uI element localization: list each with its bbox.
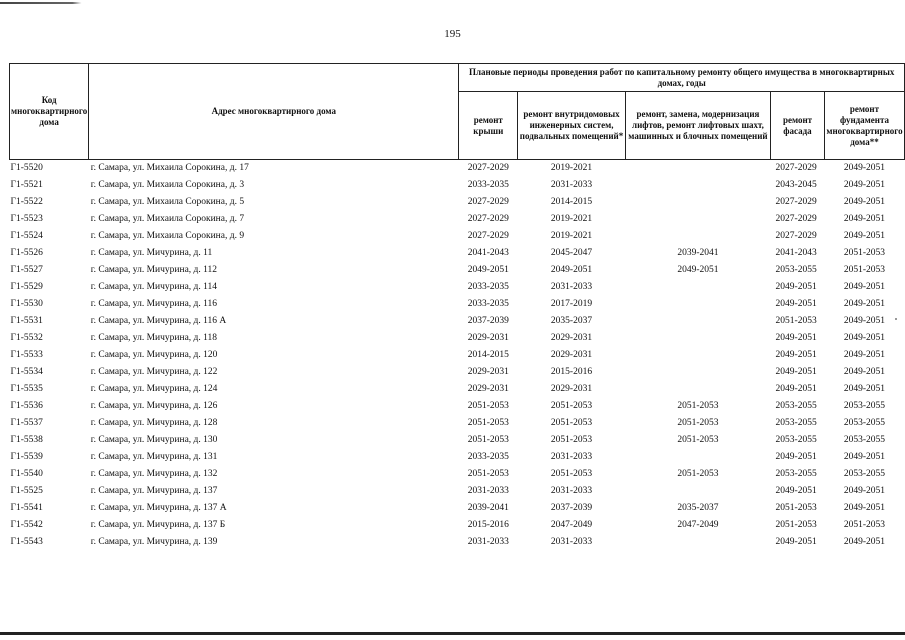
table-row xyxy=(10,194,905,211)
cell-foundation: 2051-2053 xyxy=(843,520,886,530)
cell-systems: 2049-2051 xyxy=(550,265,593,275)
cell-foundation: 2049-2051 xyxy=(843,299,886,309)
cell-lifts xyxy=(625,194,770,211)
cell-systems: 2019-2021 xyxy=(550,163,593,173)
table-row xyxy=(10,483,905,500)
header-lifts: ремонт, замена, модернизация лифтов, ремонт лифтовых шахт, машинных и блочных помещений xyxy=(625,92,770,160)
table-row xyxy=(10,347,905,364)
cell-foundation: 2049-2051 xyxy=(843,486,886,496)
cell-code: Г1-5539 xyxy=(10,452,43,462)
cell-systems: 2031-2033 xyxy=(550,282,593,292)
cell-address: г. Самара, ул. Мичурина, д. 118 xyxy=(90,333,218,343)
cell-address: г. Самара, ул. Мичурина, д. 11 xyxy=(90,248,213,258)
cell-facade: 2049-2051 xyxy=(775,486,817,496)
cell-facade: 2049-2051 xyxy=(775,384,817,394)
cell-address: г. Самара, ул. Мичурина, д. 122 xyxy=(90,367,218,377)
cell-foundation: 2049-2051 xyxy=(843,197,886,207)
cell-facade: 2049-2051 xyxy=(775,367,817,377)
cell-address: г. Самара, ул. Мичурина, д. 130 xyxy=(90,435,218,445)
cell-systems: 2017-2019 xyxy=(550,299,593,309)
cell-foundation: 2049-2051 xyxy=(843,367,886,377)
cell-systems: 2051-2053 xyxy=(550,418,593,428)
cell-foundation: 2049-2051 xyxy=(843,384,886,394)
cell-foundation: 2049-2051 xyxy=(843,333,886,343)
cell-address: г. Самара, ул. Михаила Сорокина, д. 3 xyxy=(90,180,245,190)
cell-code: Г1-5530 xyxy=(10,299,43,309)
cell-address: г. Самара, ул. Мичурина, д. 126 xyxy=(90,401,218,411)
cell-facade: 2049-2051 xyxy=(775,537,817,547)
cell-address: г. Самара, ул. Мичурина, д. 114 xyxy=(90,282,218,292)
cell-code: Г1-5527 xyxy=(10,265,43,275)
cell-systems: 2037-2039 xyxy=(550,503,593,513)
cell-code: Г1-5536 xyxy=(10,401,43,411)
header-foundation: ремонт фундамента многоквартирного дома** xyxy=(824,92,904,160)
cell-address: г. Самара, ул. Мичурина, д. 120 xyxy=(90,350,218,360)
cell-roof: 2039-2041 xyxy=(467,503,509,513)
cell-roof: 2027-2029 xyxy=(467,214,509,224)
cell-roof: 2037-2039 xyxy=(467,316,509,326)
table-row xyxy=(10,279,905,296)
header-address: Адрес многоквартирного дома xyxy=(89,64,459,160)
table-row xyxy=(10,466,905,483)
table-row xyxy=(10,313,905,330)
cell-systems: 2015-2016 xyxy=(550,367,593,377)
cell-address: г. Самара, ул. Мичурина, д. 137 xyxy=(90,486,218,496)
cell-roof: 2014-2015 xyxy=(467,350,509,360)
cell-address: г. Самара, ул. Мичурина, д. 124 xyxy=(90,384,218,394)
cell-foundation: 2049-2051 xyxy=(843,503,886,513)
cell-roof: 2049-2051 xyxy=(467,265,509,275)
cell-lifts xyxy=(625,296,770,313)
cell-systems: 2051-2053 xyxy=(550,401,593,411)
repair-schedule-table xyxy=(9,63,905,551)
cell-roof: 2051-2053 xyxy=(467,418,509,428)
cell-address: г. Самара, ул. Михаила Сорокина, д. 5 xyxy=(90,197,245,207)
cell-systems: 2029-2031 xyxy=(550,333,593,343)
cell-foundation: 2049-2051 xyxy=(843,537,886,547)
cell-facade: 2053-2055 xyxy=(775,435,817,445)
cell-code: Г1-5533 xyxy=(10,350,43,360)
cell-systems: 2029-2031 xyxy=(550,384,593,394)
cell-foundation: 2049-2051 xyxy=(843,452,886,462)
cell-systems: 2051-2053 xyxy=(550,435,593,445)
cell-facade: 2051-2053 xyxy=(775,503,817,513)
cell-roof: 2033-2035 xyxy=(467,452,509,462)
cell-systems: 2014-2015 xyxy=(550,197,593,207)
cell-lifts: 2051-2053 xyxy=(677,469,719,479)
cell-facade: 2027-2029 xyxy=(775,214,817,224)
cell-facade: 2049-2051 xyxy=(775,282,817,292)
cell-code: Г1-5543 xyxy=(10,537,43,547)
cell-lifts xyxy=(625,381,770,398)
cell-code: Г1-5531 xyxy=(10,316,43,326)
cell-address: г. Самара, ул. Мичурина, д. 128 xyxy=(90,418,218,428)
cell-foundation: 2053-2055 xyxy=(843,469,886,479)
cell-lifts: 2051-2053 xyxy=(677,401,719,411)
cell-roof: 2029-2031 xyxy=(467,384,509,394)
cell-foundation: 2053-2055 xyxy=(843,435,886,445)
cell-roof: 2031-2033 xyxy=(467,486,509,496)
cell-code: Г1-5520 xyxy=(10,163,43,173)
cell-systems: 2019-2021 xyxy=(550,214,593,224)
cell-roof: 2029-2031 xyxy=(467,333,509,343)
table-row xyxy=(10,500,905,517)
cell-address: г. Самара, ул. Мичурина, д. 137 Б xyxy=(90,520,226,530)
scan-speck xyxy=(895,318,897,320)
cell-lifts: 2051-2053 xyxy=(677,435,719,445)
cell-lifts xyxy=(625,177,770,194)
cell-address: г. Самара, ул. Михаила Сорокина, д. 7 xyxy=(90,214,245,224)
cell-facade: 2027-2029 xyxy=(775,197,817,207)
cell-systems: 2019-2021 xyxy=(550,231,593,241)
header-facade: ремонт фасада xyxy=(771,92,825,160)
cell-systems: 2031-2033 xyxy=(550,180,593,190)
table-row xyxy=(10,245,905,262)
cell-facade: 2049-2051 xyxy=(775,333,817,343)
cell-code: Г1-5534 xyxy=(10,367,43,377)
cell-roof: 2031-2033 xyxy=(467,537,509,547)
cell-code: Г1-5538 xyxy=(10,435,43,445)
cell-foundation: 2049-2051 xyxy=(843,350,886,360)
cell-facade: 2051-2053 xyxy=(775,316,817,326)
cell-systems: 2031-2033 xyxy=(550,486,593,496)
cell-code: Г1-5522 xyxy=(10,197,43,207)
cell-code: Г1-5535 xyxy=(10,384,43,394)
cell-roof: 2027-2029 xyxy=(467,163,509,173)
table-row xyxy=(10,364,905,381)
cell-lifts xyxy=(625,364,770,381)
cell-code: Г1-5542 xyxy=(10,520,43,530)
cell-lifts xyxy=(625,160,770,178)
cell-address: г. Самара, ул. Мичурина, д. 139 xyxy=(90,537,218,547)
cell-address: г. Самара, ул. Мичурина, д. 112 xyxy=(90,265,218,275)
cell-systems: 2045-2047 xyxy=(550,248,593,258)
cell-lifts xyxy=(625,483,770,500)
cell-address: г. Самара, ул. Михаила Сорокина, д. 17 xyxy=(90,163,249,173)
cell-code: Г1-5526 xyxy=(10,248,43,258)
table-row xyxy=(10,517,905,534)
cell-lifts: 2049-2051 xyxy=(677,265,719,275)
cell-code: Г1-5525 xyxy=(10,486,43,496)
cell-lifts xyxy=(625,279,770,296)
bottom-rule xyxy=(0,632,905,635)
table-row xyxy=(10,381,905,398)
cell-systems: 2031-2033 xyxy=(550,537,593,547)
header-roof: ремонт крыши xyxy=(459,92,518,160)
cell-lifts xyxy=(625,313,770,330)
cell-address: г. Самара, ул. Мичурина, д. 132 xyxy=(90,469,218,479)
cell-lifts xyxy=(625,211,770,228)
cell-address: г. Самара, ул. Мичурина, д. 137 А xyxy=(90,503,227,513)
cell-facade: 2053-2055 xyxy=(775,469,817,479)
cell-facade: 2027-2029 xyxy=(775,231,817,241)
table-row xyxy=(10,296,905,313)
cell-lifts xyxy=(625,330,770,347)
cell-roof: 2051-2053 xyxy=(467,469,509,479)
table-row xyxy=(10,177,905,194)
cell-address: г. Самара, ул. Мичурина, д. 116 xyxy=(90,299,218,309)
cell-foundation: 2049-2051 xyxy=(843,180,886,190)
cell-roof: 2041-2043 xyxy=(467,248,509,258)
cell-facade: 2049-2051 xyxy=(775,350,817,360)
table-row xyxy=(10,160,905,178)
cell-foundation: 2049-2051 xyxy=(843,282,886,292)
cell-lifts: 2051-2053 xyxy=(677,418,719,428)
cell-foundation: 2049-2051 xyxy=(843,214,886,224)
cell-systems: 2035-2037 xyxy=(550,316,593,326)
table-row xyxy=(10,262,905,279)
cell-foundation: 2049-2051 xyxy=(843,163,886,173)
cell-foundation: 2053-2055 xyxy=(843,401,886,411)
cell-lifts: 2039-2041 xyxy=(677,248,719,258)
cell-roof: 2033-2035 xyxy=(467,180,509,190)
cell-code: Г1-5529 xyxy=(10,282,43,292)
cell-address: г. Самара, ул. Мичурина, д. 116 А xyxy=(90,316,227,326)
cell-code: Г1-5524 xyxy=(10,231,43,241)
table-row xyxy=(10,330,905,347)
cell-code: Г1-5541 xyxy=(10,503,43,513)
cell-facade: 2041-2043 xyxy=(775,248,817,258)
table-row xyxy=(10,228,905,245)
cell-facade: 2053-2055 xyxy=(775,265,817,275)
cell-code: Г1-5532 xyxy=(10,333,43,343)
cell-address: г. Самара, ул. Мичурина, д. 131 xyxy=(90,452,218,462)
cell-foundation: 2051-2053 xyxy=(843,265,886,275)
header-group: Плановые периоды проведения работ по капитальному ремонту общего имущества в многоквартирных домах, годы xyxy=(459,64,905,92)
cell-foundation: 2051-2053 xyxy=(843,248,886,258)
cell-systems: 2031-2033 xyxy=(550,452,593,462)
cell-code: Г1-5537 xyxy=(10,418,43,428)
cell-systems: 2029-2031 xyxy=(550,350,593,360)
cell-code: Г1-5540 xyxy=(10,469,43,479)
cell-facade: 2043-2045 xyxy=(775,180,817,190)
cell-roof: 2051-2053 xyxy=(467,401,509,411)
cell-systems: 2047-2049 xyxy=(550,520,593,530)
header-systems: ремонт внутридомовых инженерных систем, подвальных помещений* xyxy=(518,92,626,160)
cell-facade: 2053-2055 xyxy=(775,401,817,411)
cell-roof: 2051-2053 xyxy=(467,435,509,445)
cell-lifts xyxy=(625,228,770,245)
cell-roof: 2029-2031 xyxy=(467,367,509,377)
cell-code: Г1-5523 xyxy=(10,214,43,224)
table-row xyxy=(10,415,905,432)
cell-facade: 2049-2051 xyxy=(775,452,817,462)
cell-facade: 2053-2055 xyxy=(775,418,817,428)
cell-facade: 2051-2053 xyxy=(775,520,817,530)
table-row xyxy=(10,449,905,466)
cell-facade: 2027-2029 xyxy=(775,163,817,173)
scan-edge xyxy=(0,2,905,4)
table-row xyxy=(10,398,905,415)
cell-address: г. Самара, ул. Михаила Сорокина, д. 9 xyxy=(90,231,245,241)
cell-code: Г1-5521 xyxy=(10,180,43,190)
cell-roof: 2033-2035 xyxy=(467,299,509,309)
cell-systems: 2051-2053 xyxy=(550,469,593,479)
cell-foundation: 2049-2051 xyxy=(843,316,886,326)
table-row xyxy=(10,534,905,551)
cell-lifts xyxy=(625,449,770,466)
cell-foundation: 2049-2051 xyxy=(843,231,886,241)
cell-foundation: 2053-2055 xyxy=(843,418,886,428)
cell-facade: 2049-2051 xyxy=(775,299,817,309)
table-row xyxy=(10,211,905,228)
cell-roof: 2027-2029 xyxy=(467,197,509,207)
cell-lifts xyxy=(625,534,770,551)
cell-lifts: 2035-2037 xyxy=(677,503,719,513)
cell-roof: 2033-2035 xyxy=(467,282,509,292)
table-body xyxy=(10,160,905,552)
cell-roof: 2027-2029 xyxy=(467,231,509,241)
cell-roof: 2015-2016 xyxy=(467,520,509,530)
header-code: Код многоквартирного дома xyxy=(10,64,89,160)
page-number: 195 xyxy=(444,28,461,40)
table-row xyxy=(10,432,905,449)
cell-lifts: 2047-2049 xyxy=(677,520,719,530)
cell-lifts xyxy=(625,347,770,364)
